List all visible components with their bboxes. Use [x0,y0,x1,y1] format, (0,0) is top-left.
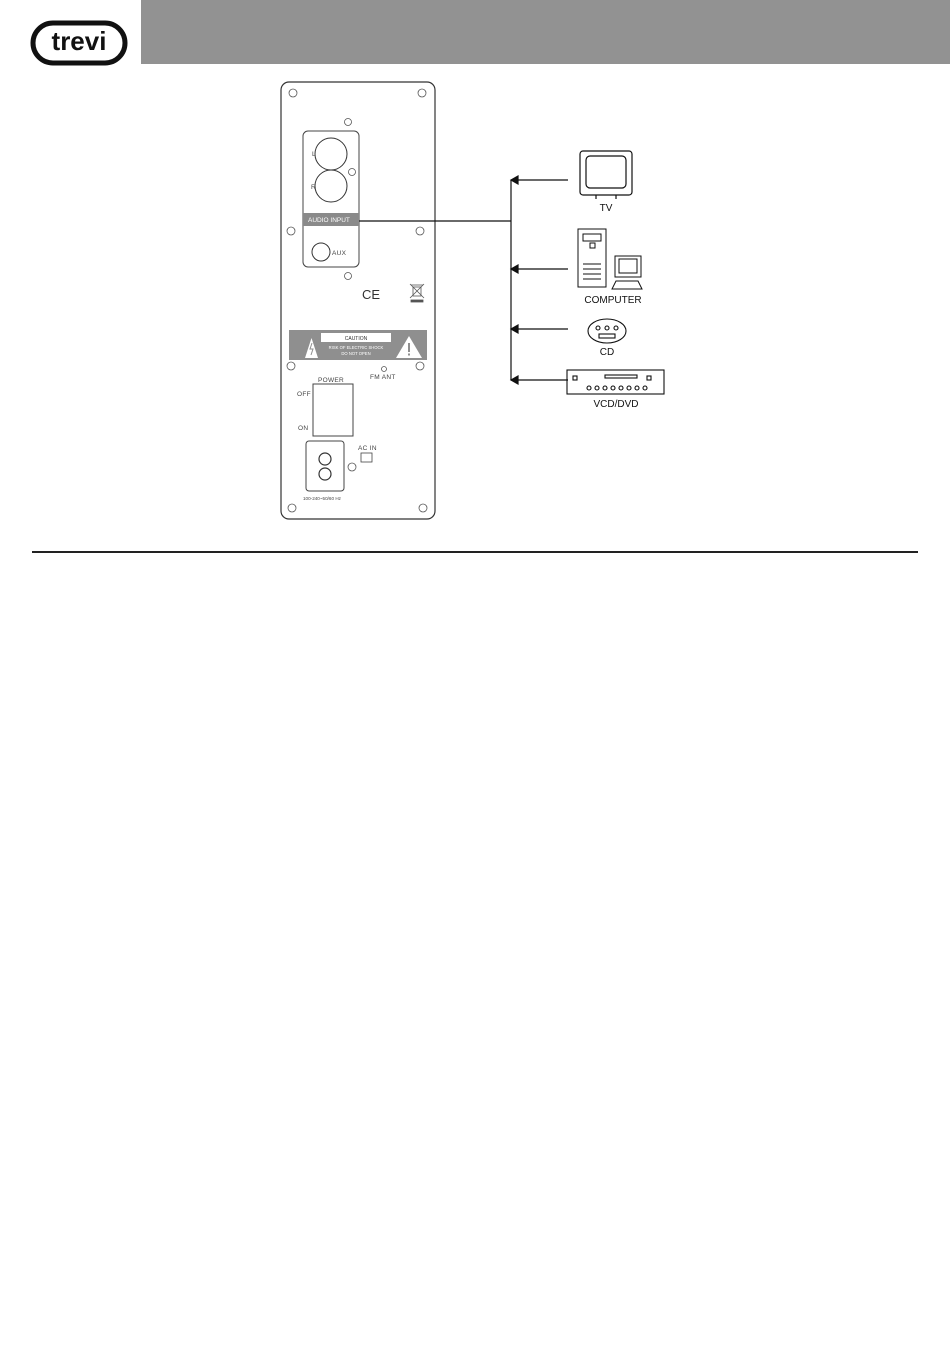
fm-ant-label: FM ANT [370,374,396,381]
cd-player-icon [588,319,626,343]
ac-in-fuse-icon [361,453,372,462]
computer-icon [578,229,642,289]
rear-panel [281,82,435,519]
device-label-computer: COMPUTER [584,295,642,306]
ce-mark: CE [362,287,381,302]
connection-diagram [0,0,950,560]
caution-title: CAUTION [344,336,368,342]
ac-in-label: AC IN [358,445,377,452]
audio-input-label: AUDIO INPUT [308,217,350,224]
on-label: ON [298,425,309,432]
voltage-label: 100-240~50/60 Hz [303,496,341,501]
device-label-tv: TV [599,203,613,214]
power-label: POWER [318,377,345,384]
dvd-player-icon [567,370,664,394]
channel-right-label: R [311,184,316,191]
device-label-vcd-dvd: VCD/DVD [593,399,639,410]
tv-icon [580,151,632,199]
logo-text: trevi [51,26,107,56]
caution-line1: RISK OF ELECTRIC SHOCK [328,345,384,350]
caution-line2: DO NOT OPEN [341,351,371,356]
device-label-cd: CD [599,347,615,358]
power-switch [313,384,353,436]
ac-inlet-icon [306,441,344,491]
channel-left-label: L [312,151,316,158]
section-divider [32,551,918,553]
off-label: OFF [297,391,311,398]
aux-label: AUX [332,250,347,257]
